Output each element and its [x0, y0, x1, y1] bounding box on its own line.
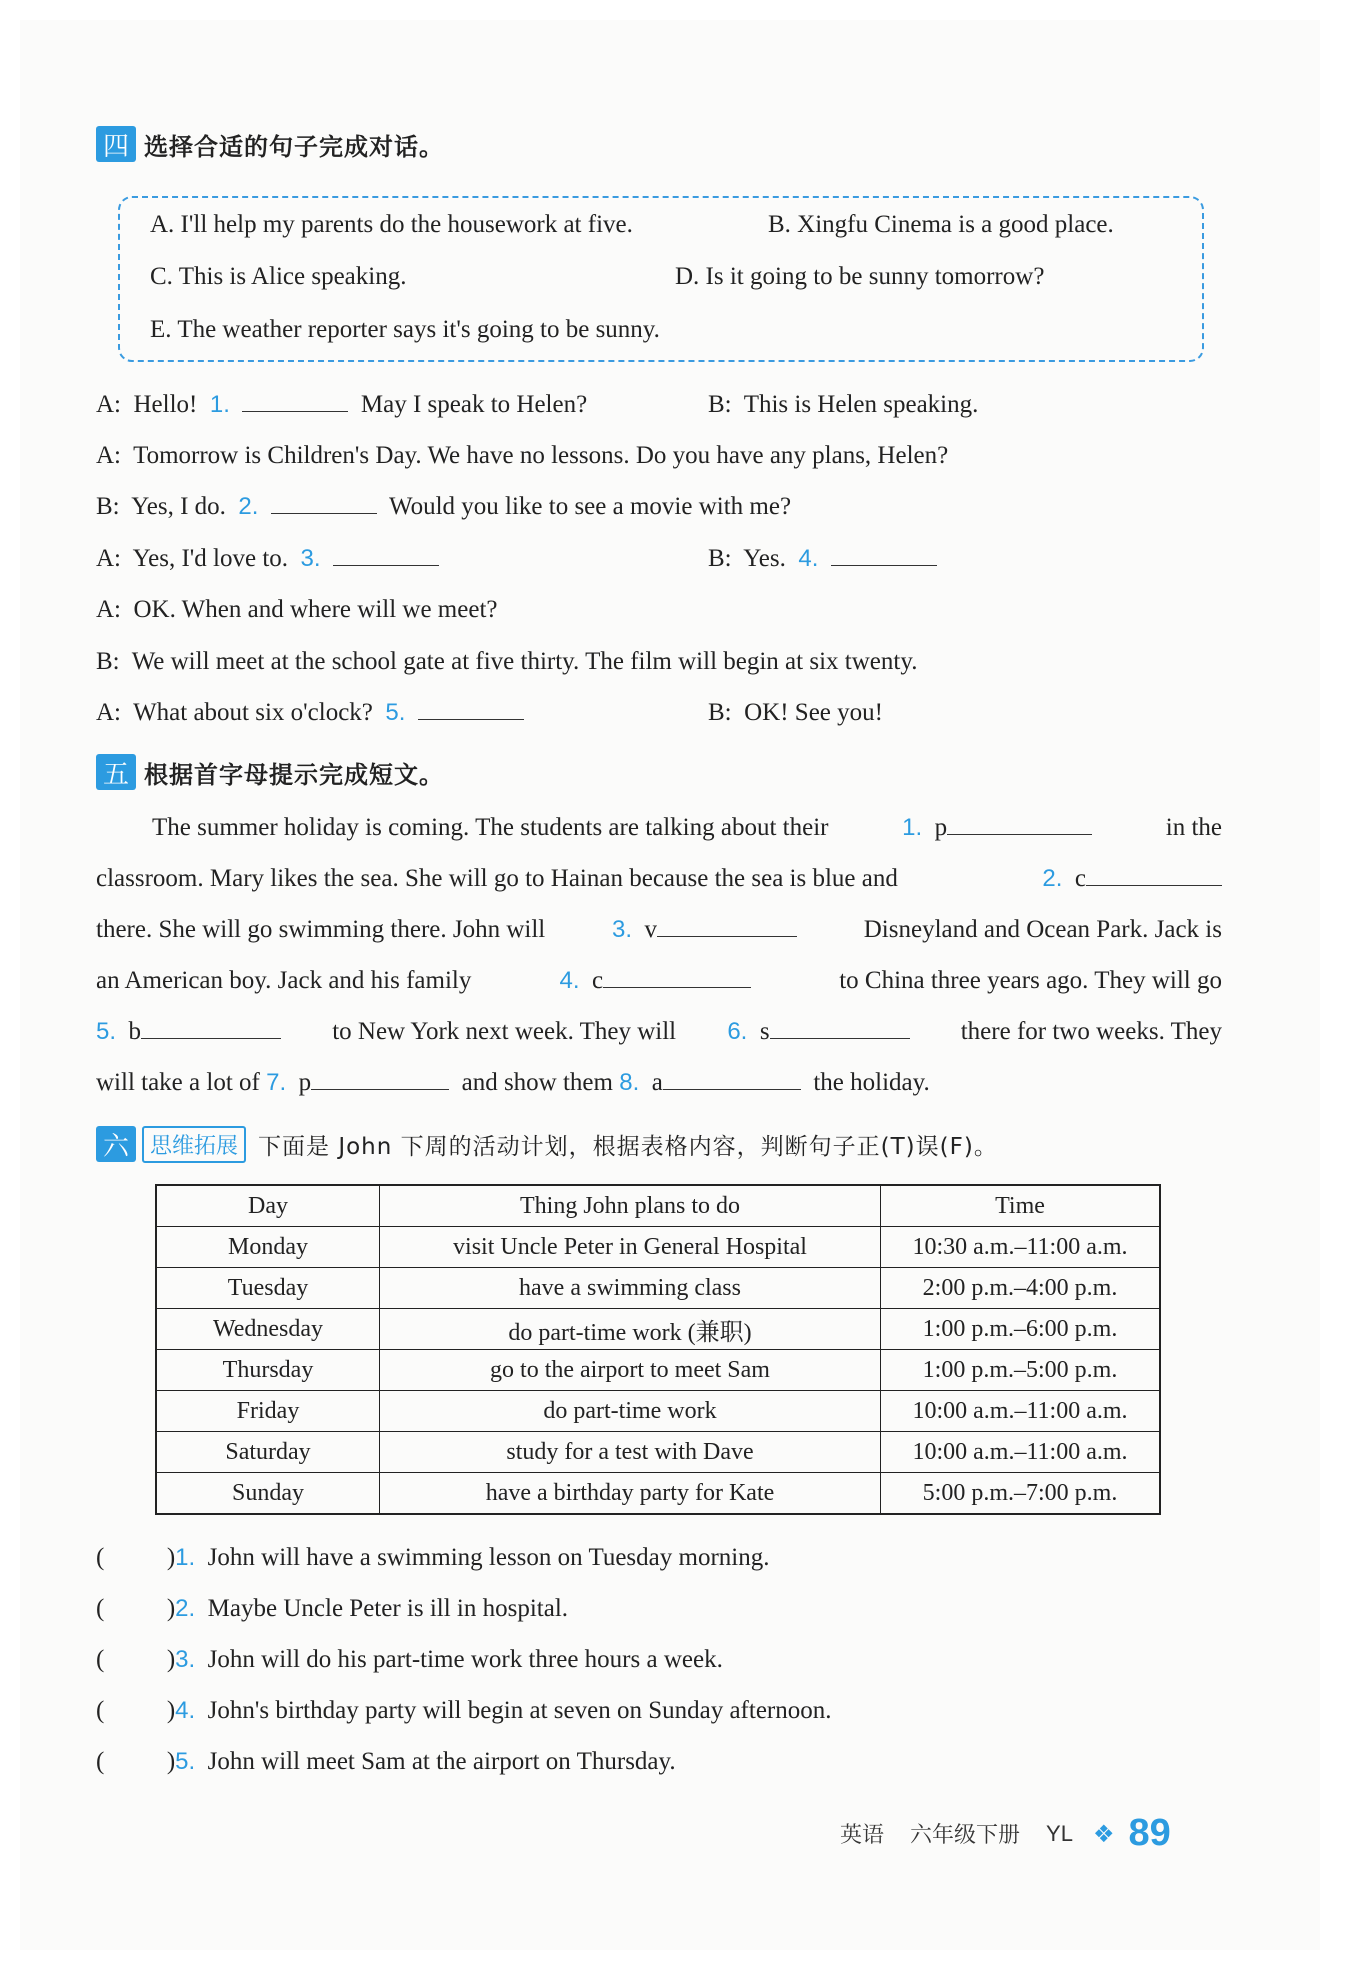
answer-blank[interactable] [141, 1018, 281, 1039]
table-row [156, 1350, 1160, 1391]
cell-thing: have a birthday party for Kate [380, 1473, 881, 1515]
dialogue-text: OK! See you! [744, 699, 883, 726]
statement-text: Maybe Uncle Peter is ill in hospital. [207, 1595, 569, 1622]
dialogue-line-1b [708, 391, 978, 419]
answer-paren[interactable]: ( ) [96, 1646, 176, 1673]
dialogue-text: May I speak to Helen? [360, 391, 588, 418]
section-tag: 思维拓展 [142, 1126, 246, 1163]
answer-paren[interactable]: ( ) [96, 1544, 176, 1571]
page-footer [840, 1812, 1171, 1855]
answer-blank[interactable] [831, 545, 937, 566]
blank-number: 1. [209, 391, 230, 418]
statement-1 [96, 1544, 769, 1572]
passage-text: Disneyland and Ocean Park. Jack is [863, 916, 1222, 943]
table-row [156, 1391, 1160, 1432]
answer-blank[interactable] [663, 1069, 801, 1090]
cell-thing: do part-time work [380, 1391, 881, 1432]
footer-subject: 英语 [840, 1823, 885, 1848]
speaker: A: [96, 545, 121, 572]
first-letter: s [759, 1018, 770, 1045]
passage-text: in the [1165, 814, 1222, 841]
table-header-row [156, 1185, 1160, 1227]
dialogue-text: Would you like to see a movie with me? [388, 493, 792, 520]
cell-day: Wednesday [156, 1309, 380, 1350]
cell-day: Sunday [156, 1473, 380, 1515]
speaker: B: [708, 391, 732, 418]
first-letter: c [591, 967, 604, 994]
cell-day: Friday [156, 1391, 380, 1432]
cell-time: 2:00 p.m.–4:00 p.m. [881, 1268, 1161, 1309]
answer-blank[interactable] [657, 916, 797, 937]
section-number: 六 [96, 1126, 136, 1162]
answer-blank[interactable] [271, 493, 377, 514]
cell-time: 5:00 p.m.–7:00 p.m. [881, 1473, 1161, 1515]
statement-4 [96, 1697, 832, 1725]
blank-number: 2. [1042, 865, 1063, 892]
dialogue-text: Yes, I'd love to. [132, 545, 289, 572]
speaker: A: [96, 391, 121, 418]
section-4-header [96, 124, 444, 164]
header-day: Day [156, 1185, 380, 1227]
cell-day: Monday [156, 1227, 380, 1268]
first-letter: a [651, 1069, 663, 1096]
footer-grade: 六年级下册 [910, 1823, 1021, 1848]
passage-line-5 [96, 1018, 1222, 1046]
footer-edition: YL [1046, 1820, 1073, 1846]
dialogue-line-4b [708, 545, 937, 573]
blank-number: 1. [902, 814, 923, 841]
speaker: A: [96, 699, 121, 726]
cell-time: 1:00 p.m.–5:00 p.m. [881, 1350, 1161, 1391]
dialogue-line-1 [96, 391, 587, 419]
passage-text: there for two weeks. They [960, 1018, 1222, 1045]
dialogue-line-3 [96, 493, 791, 521]
section-5-header [96, 752, 444, 792]
statement-number: 3. [175, 1646, 196, 1673]
statement-number: 4. [175, 1697, 196, 1724]
section-number: 四 [96, 126, 136, 162]
dialogue-line-5 [96, 596, 498, 624]
answer-blank[interactable] [311, 1069, 449, 1090]
option-e: E. The weather reporter says it's going to be sunny. [150, 316, 660, 343]
answer-blank[interactable] [1086, 865, 1222, 886]
option-c: C. This is Alice speaking. [150, 263, 407, 290]
blank-number: 2. [238, 493, 259, 520]
answer-paren[interactable]: ( ) [96, 1697, 176, 1724]
statement-number: 5. [175, 1748, 196, 1775]
cell-thing: go to the airport to meet Sam [380, 1350, 881, 1391]
cell-thing: have a swimming class [380, 1268, 881, 1309]
passage-text: classroom. Mary likes the sea. She will go to Hainan because the sea is blue and [96, 865, 898, 892]
statement-text: John will do his part-time work three hours a week. [207, 1646, 723, 1673]
option-d: D. Is it going to be sunny tomorrow? [675, 263, 1045, 290]
dialogue-text: We will meet at the school gate at five thirty. The film will begin at six twenty. [131, 648, 918, 675]
statement-number: 2. [175, 1595, 196, 1622]
cell-thing: visit Uncle Peter in General Hospital [380, 1227, 881, 1268]
cell-time: 10:30 a.m.–11:00 a.m. [881, 1227, 1161, 1268]
dialogue-line-7 [96, 699, 524, 727]
passage-line-4 [96, 967, 1222, 995]
answer-blank[interactable] [770, 1018, 910, 1039]
blank-number: 6. [727, 1018, 748, 1045]
header-time: Time [881, 1185, 1161, 1227]
passage-text: and show them [461, 1069, 613, 1096]
blank-number: 7. [266, 1069, 287, 1096]
passage-text: will take a lot of [96, 1069, 260, 1096]
dialogue-line-2 [96, 442, 948, 470]
blank-number: 4. [798, 545, 819, 572]
passage-text: the holiday. [813, 1069, 930, 1096]
table-row [156, 1268, 1160, 1309]
dialogue-line-6 [96, 648, 917, 676]
dialogue-line-4 [96, 545, 439, 573]
answer-paren[interactable]: ( ) [96, 1595, 176, 1622]
answer-paren[interactable]: ( ) [96, 1748, 176, 1775]
speaker: B: [96, 493, 120, 520]
dialogue-text: Tomorrow is Children's Day. We have no lessons. Do you have any plans, Helen? [133, 442, 949, 469]
passage-text: The summer holiday is coming. The students are talking about their [152, 814, 829, 841]
table-row [156, 1432, 1160, 1473]
dialogue-text: What about six o'clock? [133, 699, 373, 726]
passage-line-2 [96, 865, 1222, 893]
statement-2 [96, 1595, 568, 1623]
section-title: 选择合适的句子完成对话。 [144, 132, 444, 161]
blank-number: 3. [612, 916, 633, 943]
dialogue-text: Yes, I do. [131, 493, 226, 520]
cell-day: Thursday [156, 1350, 380, 1391]
passage-text: there. She will go swimming there. John will [96, 916, 546, 943]
plan-table [155, 1184, 1161, 1515]
blank-number: 4. [559, 967, 580, 994]
statement-5 [96, 1748, 676, 1776]
option-a: A. I'll help my parents do the housework at five. [150, 211, 633, 238]
dialogue-text: OK. When and where will we meet? [133, 596, 498, 623]
section-number: 五 [96, 754, 136, 790]
blank-number: 3. [300, 545, 321, 572]
answer-blank[interactable] [947, 814, 1092, 835]
table-row [156, 1473, 1160, 1515]
blank-number: 8. [619, 1069, 640, 1096]
header-thing: Thing John plans to do [380, 1185, 881, 1227]
blank-number: 5. [385, 699, 406, 726]
first-letter: p [934, 814, 948, 841]
cell-time: 10:00 a.m.–11:00 a.m. [881, 1432, 1161, 1473]
diamond-icon: ❖ [1092, 1819, 1115, 1848]
passage-text: to New York next week. They will [332, 1018, 677, 1045]
statement-text: John will meet Sam at the airport on Thursday. [207, 1748, 676, 1775]
statement-number: 1. [175, 1544, 196, 1571]
statement-text: John will have a swimming lesson on Tuesday morning. [207, 1544, 770, 1571]
cell-thing: study for a test with Dave [380, 1432, 881, 1473]
speaker: B: [708, 699, 732, 726]
dialogue-text: This is Helen speaking. [743, 391, 979, 418]
first-letter: c [1074, 865, 1086, 892]
section-title: 下面是 John 下周的活动计划，根据表格内容，判断句子正(T)误(F)。 [258, 1133, 998, 1160]
table-row [156, 1227, 1160, 1268]
passage-line-3 [96, 916, 1222, 944]
dialogue-line-7b [708, 699, 883, 727]
table-row [156, 1309, 1160, 1350]
answer-blank[interactable] [242, 391, 348, 412]
speaker: B: [708, 545, 732, 572]
dialogue-text: Yes. [743, 545, 786, 572]
page-number: 89 [1128, 1812, 1171, 1854]
speaker: A: [96, 442, 121, 469]
option-b: B. Xingfu Cinema is a good place. [768, 211, 1114, 238]
cell-time: 10:00 a.m.–11:00 a.m. [881, 1391, 1161, 1432]
passage-line-1 [152, 814, 1222, 842]
section-title: 根据首字母提示完成短文。 [144, 760, 444, 789]
first-letter: p [298, 1069, 312, 1096]
cell-time: 1:00 p.m.–6:00 p.m. [881, 1309, 1161, 1350]
passage-text: an American boy. Jack and his family [96, 967, 472, 994]
statement-text: John's birthday party will begin at seven on Sunday afternoon. [207, 1697, 832, 1724]
speaker: B: [96, 648, 120, 675]
statement-3 [96, 1646, 723, 1674]
passage-text: to China three years ago. They will go [839, 967, 1222, 994]
answer-blank[interactable] [418, 699, 524, 720]
speaker: A: [96, 596, 121, 623]
section-6-header [96, 1124, 998, 1164]
passage-line-6 [96, 1069, 930, 1097]
answer-blank[interactable] [333, 545, 439, 566]
cell-day: Saturday [156, 1432, 380, 1473]
first-letter: v [644, 916, 658, 943]
blank-number: 5. [96, 1018, 117, 1045]
first-letter: b [128, 1018, 142, 1045]
cell-thing: do part-time work (兼职) [380, 1309, 881, 1350]
dialogue-text: Hello! [133, 391, 198, 418]
cell-day: Tuesday [156, 1268, 380, 1309]
answer-blank[interactable] [603, 967, 751, 988]
